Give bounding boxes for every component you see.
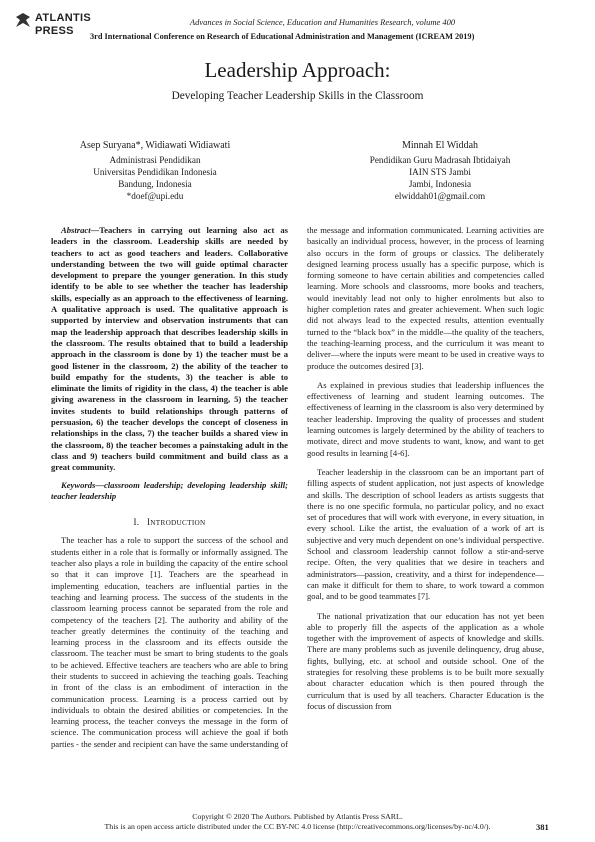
author-name: Minnah El Widdah: [401, 140, 479, 151]
paper-title: Leadership Approach:: [204, 58, 391, 82]
section-numeral: I.: [133, 517, 140, 528]
author-block-2: [335, 140, 545, 202]
paper-subtitle: Developing Teacher Leadership Skills in the Classroom: [171, 90, 424, 102]
author-location: Bandung, Indonesia: [118, 179, 192, 189]
conference-title: 3rd International Conference on Research of Educational Administration and Management (ICREAM 2019): [90, 32, 475, 41]
body-paragraph: Teacher leadership in the classroom can be an important part of filling aspects of student application, not just aspects of knowledge and skills. The description of school leaders as artists suggests that there is no one specific formula, no particular policy, and no exact set of procedures that will work with everyone, in every situation, in every school. Like the artist, the evaluation of a work of art is subjective and very much dependent on one’s individual perspective. School and classroom leadership cannot follow a stir-and-serve recipe. Often, the very qualities that we desire in teachers and administrators—passion, creativity, and a thirst for independence—can make it difficult for them to share, to work toward a common goal, and to be good teammates [7].: [307, 466, 544, 602]
author-block-1: [50, 140, 260, 202]
logo-text-line2: PRESS: [35, 25, 74, 37]
author-affiliation-line: Pendidikan Guru Madrasah Ibtidaiyah: [369, 155, 511, 165]
license-line: This is an open access article distributed under the CC BY-NC 4.0 license (http://creativecommons.org/licenses/by-nc/4.0/).: [104, 822, 491, 831]
right-column: [307, 225, 544, 712]
keywords-text: —classroom leadership; developing leadership skill; teacher leadership: [51, 479, 288, 501]
author-affiliation-line: Administrasi Pendidikan: [109, 155, 201, 165]
body-paragraph: The national privatization that our education has not yet been able to properly fill the aspects of the application as a whole together with the improvement of aspects of knowledge and skills. There are many problems such as juvenile delinquency, drug abuse, fights, bullying, etc. at school and outside school. One of the strategies for resolving these problems is to be built more sexually about character education which is then poured through the curriculum that is used by all teachers. Character Education is the focus of discussion from: [307, 610, 544, 711]
abstract-text: —Teachers in carrying out learning also act as leaders in the classroom. Leadership skills are needed by teachers to act as good teachers and leaders. Collaborative understanding between the two will guide optimal character development to prepare the younger generation. In this study identify to be able to see whether the teacher has leadership skills, especially as an approach to the effectiveness of learning. A qualitative approach is used. The qualitative approach is supported by interview and observation instruments that can map the leadership approach that describes leadership skills in the classroom. The results obtained that to build a leadership approach in the classroom is done by 1) the teacher must be a good listener in the classroom, 2) the ability of the teacher to build empathy for the students, 3) the teacher is able to eliminate the limits of rigidity in the class, 4) the teacher is able giving awareness in the classroom in learning, 5) the teacher invites students to build relationships through patterns of persuasion, 6) the teacher develops the concept of closeness in relationships in the class, 7) the teacher builds a shared view in the classroom, 8) the teacher becomes a painstaking adult in the class and 9) teachers build commitment and build class as a great community.: [51, 225, 288, 473]
body-paragraph: the message and information communicated. Learning activities are basically an individual process, however, in the process of learning also occurs in the form of groups or classics. The deliberately designed learning process usually has a specific purpose, which is forming someone to have certain abilities and competencies called learning. More schools and classrooms, more books and teachers, would inevitably lead not only to higher enrolments but also to higher completion rates and greater achievement. When such logic did not always lead to the expected results, attention eventually turned to the “black box” in the middle—the quality of the teachers, the teaching-learning process, and the curriculum it was meant to deliver—where the inputs were meant to be used in creative ways to produce the outcomes desired [3].: [307, 225, 544, 371]
body-paragraph: The teacher has a role to support the success of the school and students either in a role that is formally or informally assigned. The teacher also plays a role in building the capacity of the entire school so that it can improve [1]. Teachers are the spearhead in implementing education, teachers are influential parties in the teaching and learning process. The success of the students in the classroom learning process cannot be separated from the role and competency of the teachers [2]. The authority and ability of the teacher greatly determines the continuity of the teaching and learning process in the classroom and its effects outside the classroom. The teacher must be smart to bring students to the goals to be achieved. Effective teachers are teachers who are able to bring their students to succeed in achieving the teaching goals. Teaching in front of the class is an embodiment of interaction in the communication process. Learning is a process carried out by individuals to obtain the desired abilities or competencies. In the learning process, the teacher conveys the message in the form of science. The communication process will achieve the goal if both parties - the sender and recipient can have the same understanding of: [51, 535, 288, 749]
keywords-label: Keywords: [61, 479, 96, 490]
abstract: [51, 225, 288, 474]
author-location: Jambi, Indonesia: [408, 179, 472, 189]
copyright-line: Copyright © 2020 The Authors. Published by Atlantis Press SARL.: [192, 812, 403, 821]
author-affiliation-line: Universitas Pendidikan Indonesia: [93, 167, 217, 177]
keywords: [51, 480, 288, 503]
logo-text-line1: ATLANTIS: [35, 12, 91, 24]
page-number: 381: [536, 822, 549, 832]
author-name: Asep Suryana*, Widiawati Widiawati: [79, 140, 231, 151]
author-affiliation-line: IAIN STS Jambi: [409, 167, 471, 177]
author-email: elwiddah01@gmail.com: [394, 191, 486, 201]
left-column: [51, 225, 288, 750]
author-email: *doef@upi.edu: [126, 191, 184, 201]
page-footer: [0, 812, 595, 832]
body-paragraph: As explained in previous studies that leadership influences the effectiveness of learning and student learning outcomes. The effectiveness of learning in the classroom is also very determined by teacher leadership. Improving the quality of processes and student learning outcomes is largely determined by the ability of teachers to motivate, direct and move students to want, know, and want to get good results in learning [4-6].: [307, 379, 544, 458]
section-heading-introduction: [51, 517, 288, 529]
section-title-rest: NTRODUCTION: [150, 519, 206, 528]
section-initial: I: [146, 517, 151, 528]
series-title: Advances in Social Science, Education and Humanities Research, volume 400: [189, 17, 456, 27]
abstract-label: Abstract: [61, 225, 91, 235]
